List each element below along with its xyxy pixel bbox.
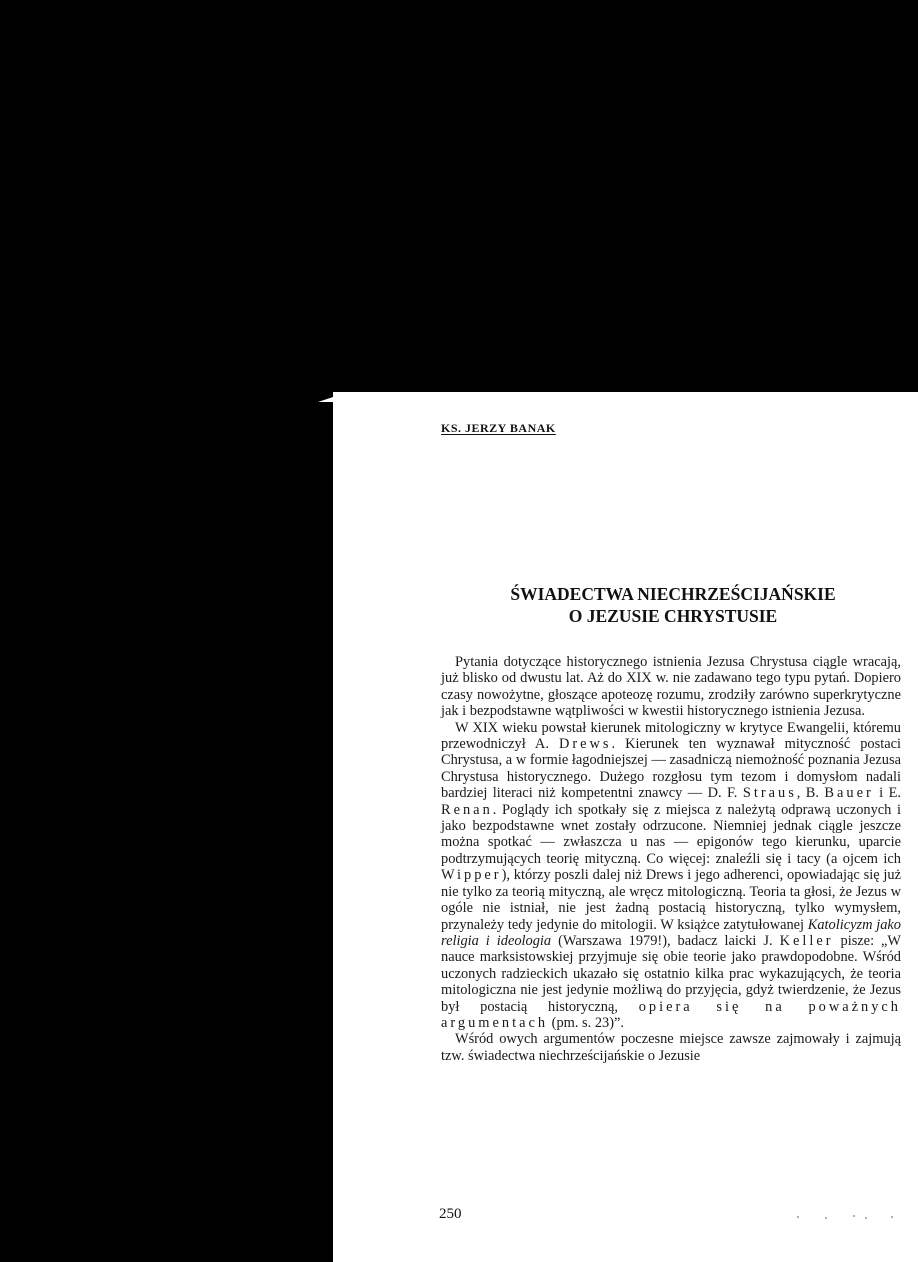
article-body xyxy=(441,654,901,1064)
document-page xyxy=(333,392,918,1262)
paragraph-2-text: W XIX wieku powstał kierunek mitologiczny w krytyce Ewangelii, któremu przewodniczył A. xyxy=(441,719,901,753)
paragraph-2-text: ), którzy poszli dalej niż Drews i jego adherenci, opowiadając się już nie tylko za teorią mityczną, ale wręcz mitologiczną. Teoria ta głosi, że Jezus w ogóle nie istniał, nie jest żadną postacią historyczną, tylko wymysłem, przynależy tedy jedynie do mitologii. W książce zatytułowanej xyxy=(441,867,901,933)
article-title-line-2: O JEZUSIE CHRYSTUSIE xyxy=(568,606,778,626)
spaced-emphasis: opiera się na poważnych argumentach xyxy=(441,998,901,1031)
article-title-line-1: ŚWIADECTWA NIECHRZEŚCIJAŃSKIE xyxy=(510,584,836,604)
article-title xyxy=(333,583,918,627)
page-number: 250 xyxy=(439,1206,462,1222)
paragraph-2-text: , B. xyxy=(796,785,825,802)
paragraph-2-text: . Kierunek ten wyznawał mityczność postaci Chrystusa, a w formie łagodniejszej — zasadniczą niemożność poznania Jezusa Chrystusa historycznego. Dużego rozgłosu tym tezom i domysłom nadali bardziej literaci niż kompetentni znawcy — D. F. xyxy=(441,736,901,802)
spaced-name-wipper: Wipper xyxy=(441,867,502,884)
paragraph-3: Wśród owych argumentów poczesne miejsce zawsze zajmowały i zajmują tzw. świadectwa niechrześcijańskie o Jezusie xyxy=(441,1031,901,1064)
spaced-name-drews: Drews xyxy=(558,736,612,753)
paragraph-1: Pytania dotyczące historycznego istnienia Jezusa Chrystusa ciągle wracają, już blisko od dwustu lat. Aż do XIX w. nie zadawano tego typu pytań. Dopiero czasy nowożytne, głoszące apoteozę rozumu, zrodziły zarówno superkrytyczne jak i bezpodstawne wątpliwości w kwestii historycznego istnienia Jezusa. xyxy=(441,654,901,720)
paragraph-2-text: (pm. s. 23)”. xyxy=(548,1014,624,1031)
paragraph-2-text: pisze: „W nauce marksistowskiej przyjmuje się obie teorie jako prawdopodobne. Wśród uczonych radzieckich ukazało się ostatnio kilka prac wykazujących, że teoria mitologiczna nie jest jedynie możliwą do przyjęcia, gdyż twierdzenie, że Jezus był postacią historyczną, xyxy=(441,932,902,1015)
paragraph-2-text: . Poglądy ich spotkały się z miejsca z należytą odprawą uczonych i jako bezpodstawne wnet zostały odrzucone. Niemniej jednak ciągle jeszcze można spotkać — zwłaszcza u nas — epigonów tego kierunku, uparcie podtrzymujących teorię mityczną. Co więcej: znaleźli się i tacy (a ojcem ich xyxy=(441,801,901,867)
spaced-name-bauer: Bauer xyxy=(824,785,874,802)
scan-specks xyxy=(795,1212,895,1222)
spaced-name-keller: Keller xyxy=(779,932,834,949)
book-title: Katolicyzm jako religia i ideologia xyxy=(441,916,901,949)
author-name: KS. JERZY BANAK xyxy=(441,421,556,435)
spaced-name-renan: Renan xyxy=(441,801,493,818)
spaced-name-straus: Straus xyxy=(742,785,797,802)
paragraph-2-text: (Warszawa 1979!), badacz laicki J. xyxy=(551,932,780,949)
paragraph-2-text: i E. xyxy=(873,785,901,802)
paragraph-2 xyxy=(441,720,901,1032)
